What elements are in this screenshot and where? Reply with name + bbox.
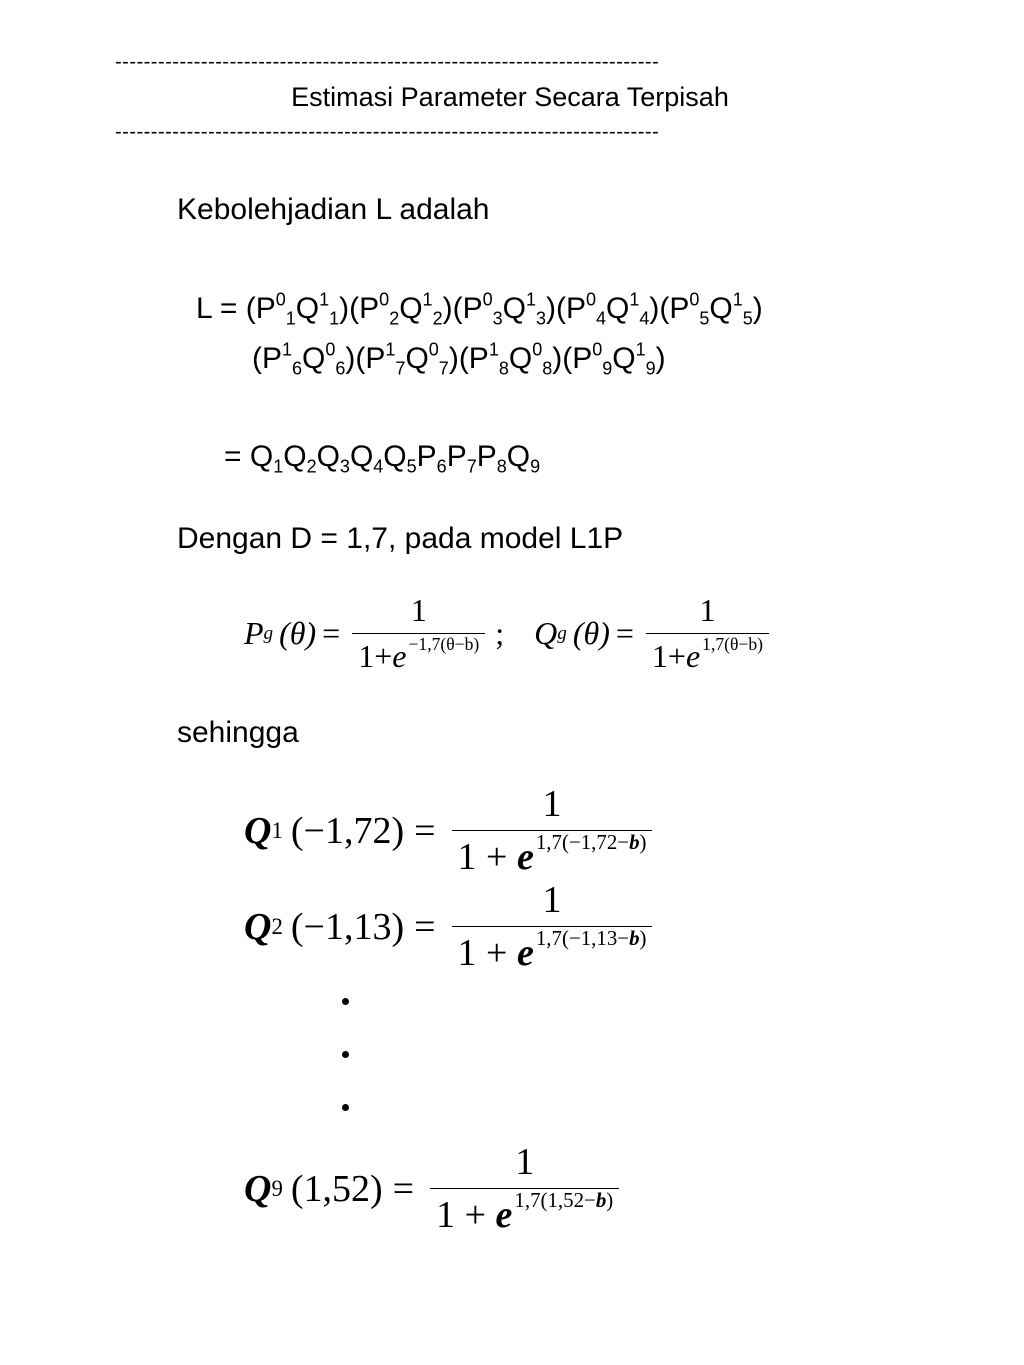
- result-term: [349, 440, 384, 477]
- q1-denominator: [452, 830, 653, 879]
- q-denominator: [646, 633, 769, 675]
- likelihood-term: $(P^1_7Q^0_7)$: [355, 339, 459, 379]
- q2-argument: (−1,13): [290, 905, 405, 948]
- likelihood-row-1: [196, 289, 763, 329]
- q1-equals: =: [414, 809, 436, 852]
- result-index: 3: [339, 456, 350, 477]
- p-exponent: 0: [275, 289, 286, 310]
- likelihood-result: [224, 440, 541, 477]
- result-term: [283, 440, 317, 477]
- p-exponent: 0: [689, 289, 700, 310]
- q-index: 8: [542, 358, 553, 379]
- q-index: 7: [438, 358, 449, 379]
- q9-equals: =: [392, 1167, 415, 1210]
- q-exponent: 1: [525, 289, 536, 310]
- likelihood-terms-row-1: [245, 289, 763, 329]
- likelihood-terms-row-2: [252, 339, 666, 379]
- q2-exponent: 1,7(−1,13−b): [535, 926, 647, 951]
- page-title: Estimasi Parameter Secara Terpisah: [291, 82, 729, 112]
- intro-text: Kebolehjadian L adalah: [177, 193, 490, 226]
- q-den-base: 1+: [651, 638, 686, 674]
- ellipsis-dot-2: [342, 1051, 349, 1058]
- q1-den-e: e: [516, 836, 534, 878]
- q1-symbol: Q: [244, 809, 272, 852]
- result-index: 2: [306, 456, 317, 477]
- q-exponent: 1: [732, 289, 743, 310]
- p-index: 8: [498, 358, 509, 379]
- header-rule-top: ----------------------------------------------------------------------------: [115, 52, 660, 72]
- q2-numerator: 1: [542, 879, 562, 921]
- q1-fraction: [452, 782, 653, 879]
- q-den-e: e: [685, 638, 701, 674]
- result-prefix: =: [224, 440, 250, 473]
- p-equals: =: [322, 615, 341, 651]
- result-term: [476, 440, 507, 477]
- q9-denominator: [430, 1188, 619, 1237]
- q9-exponent: 1,7(1,52−b): [514, 1188, 614, 1213]
- q-index: 3: [535, 308, 546, 329]
- q1-numerator: 1: [542, 783, 562, 825]
- q1-den-base: 1 +: [457, 836, 517, 878]
- q-index: 5: [742, 308, 753, 329]
- likelihood-term: $(P^0_5Q^1_5)$: [659, 289, 763, 329]
- likelihood-row-2: [252, 339, 666, 379]
- p-exponent: −1,7(θ−b): [408, 634, 480, 655]
- result-term: [416, 440, 447, 477]
- likelihood-term: $(P^0_4Q^1_4)$: [555, 289, 660, 329]
- likelihood-term: $(P^1_8Q^0_8)$: [458, 339, 563, 379]
- result-term: [316, 440, 350, 477]
- result-index: 8: [496, 456, 507, 477]
- q1-exponent: 1,7(−1,72−b): [535, 830, 647, 855]
- p-index: 9: [602, 358, 613, 379]
- result-variable: P: [416, 440, 437, 473]
- q-exponent: 1,7(θ−b): [702, 634, 764, 655]
- p-index: 4: [596, 308, 607, 329]
- q2-symbol: Q: [244, 905, 272, 948]
- p-index: 5: [699, 308, 710, 329]
- sehingga-text: sehingga: [177, 716, 299, 749]
- model-formula: P g (θ) = $\frac{1}{1+e ^{-1,7(\theta-b)}}$ ; Q g (θ) = $\frac{1}{1+e ^{1,7(\theta-b)}}$: [244, 592, 775, 675]
- q-index: 9: [645, 358, 656, 379]
- result-variable: Q: [506, 440, 531, 473]
- result-terms: [249, 440, 541, 477]
- q9-numerator: 1: [515, 1141, 535, 1183]
- likelihood-prefix: L =: [196, 292, 246, 325]
- result-variable: Q: [349, 440, 374, 473]
- p-exponent: 1: [385, 339, 396, 360]
- p-index: 6: [292, 358, 303, 379]
- likelihood-term: $(P^1_6Q^0_6)$: [252, 339, 356, 379]
- q-index: 2: [432, 308, 443, 329]
- result-variable: Q: [283, 440, 307, 473]
- likelihood-term: $(P^0_1Q^1_1)$: [245, 289, 350, 329]
- p-exponent: 0: [592, 339, 603, 360]
- q-index: 4: [639, 308, 650, 329]
- p-numerator: 1: [410, 592, 427, 628]
- q-equals: =: [615, 615, 634, 651]
- q2-denominator: [452, 926, 653, 975]
- q9-fraction: [430, 1140, 619, 1237]
- result-variable: Q: [249, 440, 274, 473]
- result-index: 5: [406, 456, 417, 477]
- ellipsis-dot-1: [342, 998, 349, 1005]
- result-index: 4: [373, 456, 384, 477]
- q-exponent: 0: [325, 339, 336, 360]
- p-denominator: [352, 633, 485, 675]
- q-exponent: 1: [422, 289, 433, 310]
- result-term: [249, 440, 284, 477]
- p-index: 2: [389, 308, 400, 329]
- result-index: 1: [273, 456, 284, 477]
- likelihood-term: $(P^0_3Q^1_3)$: [452, 289, 556, 329]
- q-exponent: 1: [629, 289, 640, 310]
- q9-den-base: 1 +: [436, 1194, 496, 1236]
- result-index: 7: [466, 456, 477, 477]
- q-numerator: 1: [699, 592, 716, 628]
- p-index: 3: [492, 308, 503, 329]
- q2-fraction: [452, 878, 653, 975]
- result-index: 9: [530, 456, 541, 477]
- q-argument: (θ): [572, 615, 610, 651]
- q2-equation: Q 2 (−1,13) = $\frac{1}{1 + e^{1,7(-1,13-b)}}$: [244, 878, 658, 975]
- q2-equals: =: [414, 905, 436, 948]
- q-exponent: 1: [635, 339, 646, 360]
- result-variable: Q: [383, 440, 407, 473]
- q-index: 6: [335, 358, 346, 379]
- ellipsis-dot-3: [342, 1104, 349, 1111]
- q-index: 1: [329, 308, 340, 329]
- q-fraction: [646, 592, 769, 675]
- p-symbol: P: [244, 615, 264, 651]
- header-rule-bottom: ----------------------------------------------------------------------------: [115, 122, 660, 142]
- q2-den-e: e: [516, 932, 534, 974]
- p-exponent: 0: [585, 289, 596, 310]
- p-den-base: 1+: [358, 638, 393, 674]
- p-exponent: 0: [379, 289, 390, 310]
- q9-symbol: Q: [244, 1167, 272, 1210]
- result-term: [446, 440, 477, 477]
- result-variable: P: [476, 440, 497, 473]
- q1-equation: Q 1 (−1,72) = $\frac{1}{1 + e^{1,7(-1,72-b)}}$: [244, 782, 658, 879]
- q9-equation: Q 9 (1,52) = $\frac{1}{1 + e^{1,7(1,52-b)}}$: [244, 1140, 625, 1237]
- q-exponent: 0: [532, 339, 543, 360]
- p-exponent: 0: [482, 289, 493, 310]
- p-argument: (θ): [279, 615, 317, 651]
- result-index: 6: [436, 456, 447, 477]
- p-exponent: 1: [488, 339, 499, 360]
- q-exponent: 1: [319, 289, 330, 310]
- likelihood-term: $(P^0_9Q^1_9)$: [562, 339, 666, 379]
- q-symbol: Q: [534, 615, 558, 651]
- result-variable: Q: [316, 440, 340, 473]
- q2-den-base: 1 +: [457, 932, 517, 974]
- result-term: [506, 440, 541, 477]
- result-term: [383, 440, 417, 477]
- p-den-e: e: [392, 638, 407, 674]
- model-description: Dengan D = 1,7, pada model L1P: [177, 522, 624, 555]
- q-exponent: 0: [428, 339, 439, 360]
- q1-argument: (−1,72): [290, 809, 405, 852]
- p-exponent: 1: [282, 339, 293, 360]
- q9-den-e: e: [495, 1194, 513, 1236]
- p-fraction: [352, 592, 485, 675]
- p-index: 1: [285, 308, 296, 329]
- q9-argument: (1,52): [290, 1167, 383, 1210]
- p-index: 7: [395, 358, 406, 379]
- formula-separator: ;: [495, 615, 505, 651]
- likelihood-term: $(P^0_2Q^1_2)$: [349, 289, 453, 329]
- result-variable: P: [446, 440, 467, 473]
